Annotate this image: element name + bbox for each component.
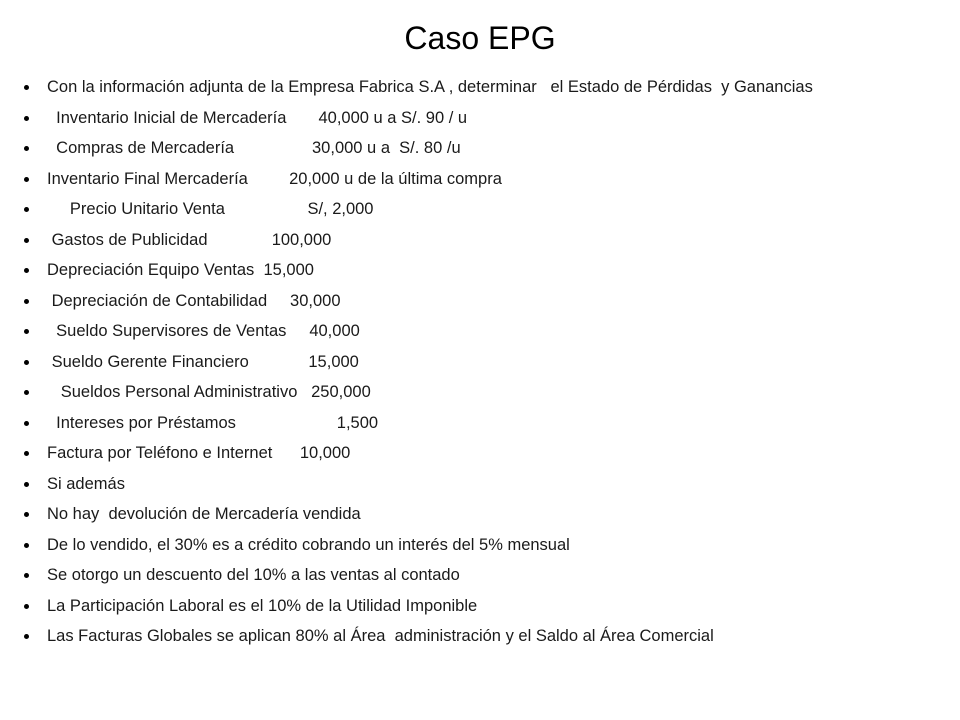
bullet-item [24,530,944,561]
bullet-text: Depreciación Equipo Ventas 15,000 [47,261,314,279]
bullet-dot-icon [24,146,29,151]
bullet-text: Inventario Final Mercadería 20,000 u de la última compra [47,169,502,188]
bullet-dot-icon [24,604,29,609]
bullet-list [24,72,944,652]
bullet-dot-icon [24,238,29,243]
bullet-item [24,255,944,286]
bullet-item [24,469,944,500]
bullet-text: La Participación Laboral es el 10% de la Utilidad Imponible [47,596,478,615]
bullet-dot-icon [24,634,29,639]
bullet-text: Sueldos Personal Administrativo 250,000 [47,383,371,401]
bullet-item [24,103,944,134]
bullet-dot-icon [24,573,29,578]
bullet-text: Sueldo Supervisores de Ventas 40,000 [47,322,360,340]
bullet-text: Depreciación de Contabilidad 30,000 [47,291,341,310]
bullet-item [24,438,944,469]
bullet-dot-icon [24,207,29,212]
bullet-item [24,499,944,530]
bullet-dot-icon [24,390,29,395]
bullet-item [24,560,944,591]
bullet-dot-icon [24,451,29,456]
bullet-text: Gastos de Publicidad 100,000 [47,230,332,249]
bullet-text: Factura por Teléfono e Internet 10,000 [47,444,351,462]
bullet-item [24,194,944,225]
bullet-item [24,225,944,256]
slide-title: Caso EPG [404,20,556,56]
bullet-text: Las Facturas Globales se aplican 80% al Área administración y el Saldo al Área Comercial [47,627,714,645]
bullet-dot-icon [24,116,29,121]
bullet-text: Con la información adjunta de la Empresa Fabrica S.A , determinar el Estado de Pérdidas y Ganancias [47,78,813,96]
bullet-dot-icon [24,421,29,426]
bullet-text: Si además [47,474,125,493]
bullet-item [24,591,944,622]
bullet-item [24,408,944,439]
bullet-dot-icon [24,329,29,334]
bullet-item [24,72,944,103]
bullet-text: Intereses por Préstamos 1,500 [47,413,379,432]
bullet-item [24,621,944,652]
bullet-item [24,316,944,347]
bullet-item [24,347,944,378]
bullet-dot-icon [24,85,29,90]
bullet-dot-icon [24,482,29,487]
bullet-text: De lo vendido, el 30% es a crédito cobrando un interés del 5% mensual [47,535,570,554]
bullet-text: Compras de Mercadería 30,000 u a S/. 80 /u [47,139,461,157]
bullet-dot-icon [24,177,29,182]
bullet-dot-icon [24,299,29,304]
bullet-item [24,164,944,195]
bullet-dot-icon [24,360,29,365]
bullet-dot-icon [24,512,29,517]
bullet-text: Precio Unitario Venta S/, 2,000 [47,200,374,218]
bullet-item [24,133,944,164]
bullet-dot-icon [24,543,29,548]
bullet-item [24,286,944,317]
bullet-text: Se otorgo un descuento del 10% a las ventas al contado [47,566,460,584]
bullet-dot-icon [24,268,29,273]
bullet-item [24,377,944,408]
bullet-text: No hay devolución de Mercadería vendida [47,505,361,523]
bullet-text: Inventario Inicial de Mercadería 40,000 u a S/. 90 / u [47,108,468,127]
bullet-text: Sueldo Gerente Financiero 15,000 [47,352,359,371]
